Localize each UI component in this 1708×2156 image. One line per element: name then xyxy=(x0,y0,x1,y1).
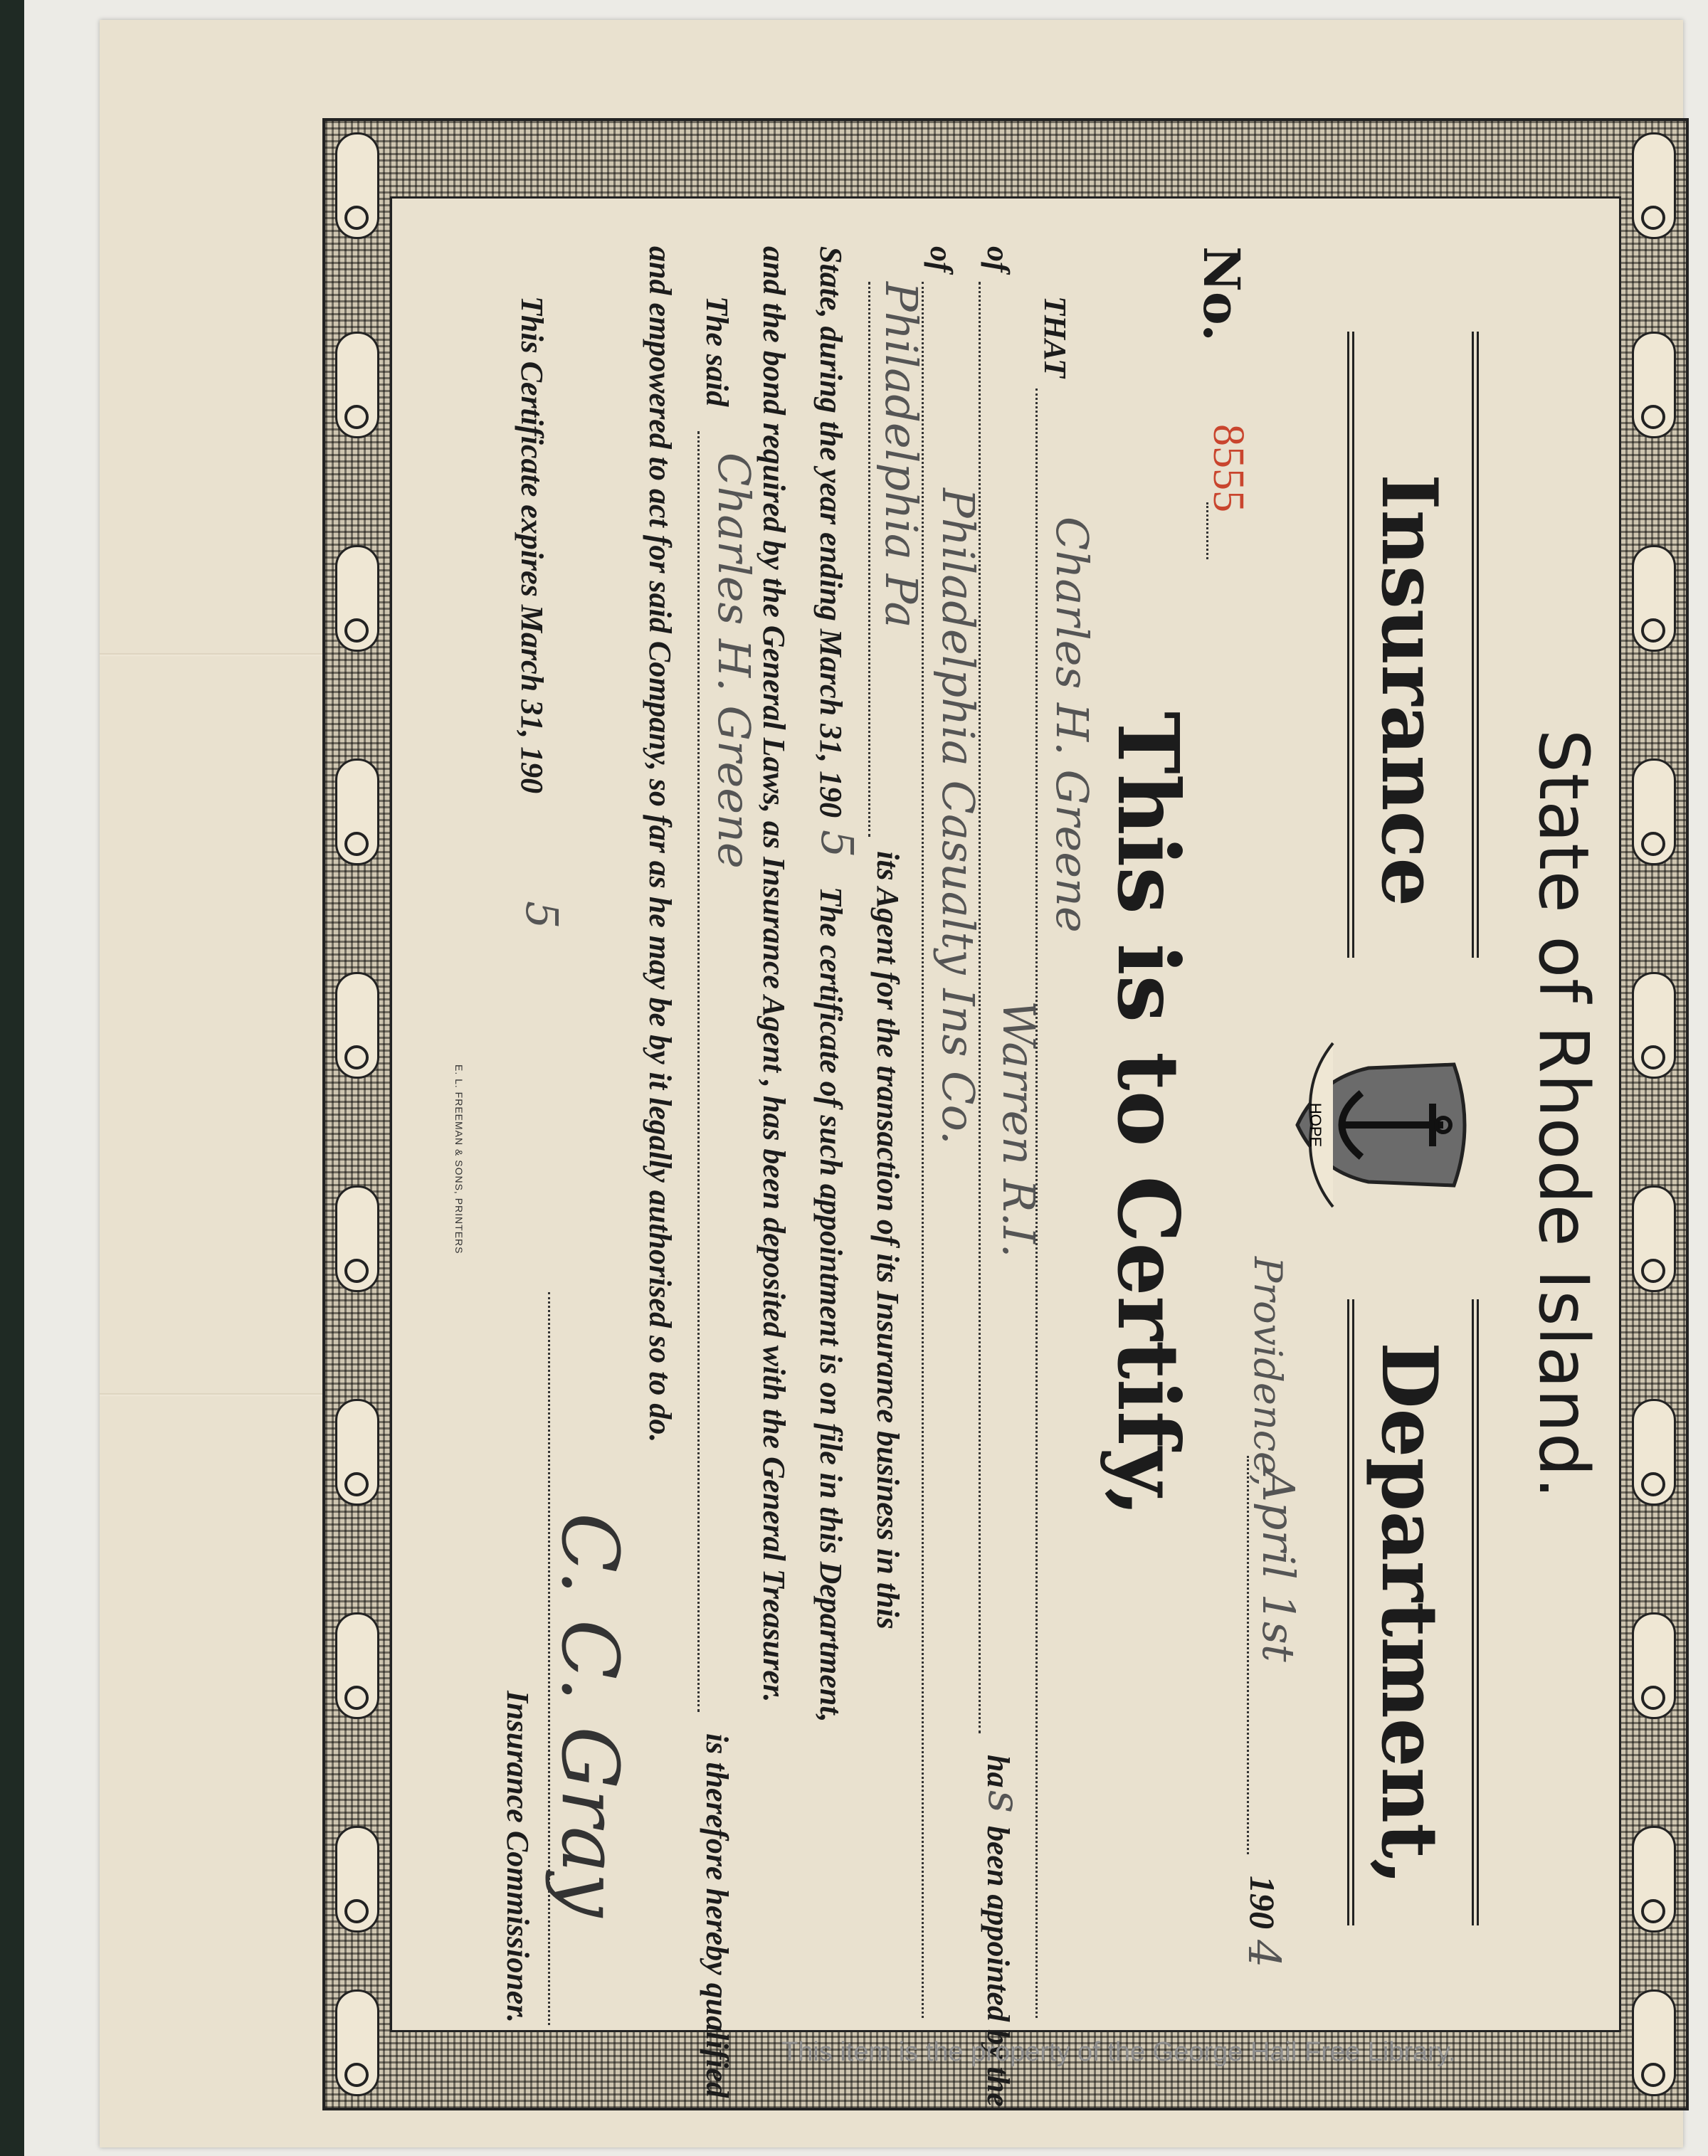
scroll-ornament xyxy=(335,972,379,1079)
dotted-line xyxy=(868,282,870,837)
empowered-text: and empowered to act for said Company, so far as he may be by it legally authorised so to do. xyxy=(643,246,678,1443)
ownership-watermark: This item is the property of the George Hail Free Library. xyxy=(781,2037,1456,2067)
scroll-ornament xyxy=(335,1612,379,1719)
expires-handwritten: 5 xyxy=(516,901,568,929)
that-label: THAT xyxy=(1038,296,1072,378)
expires-text: This Certificate expires March 31, 190 xyxy=(515,296,549,794)
scroll-ornament xyxy=(1632,759,1676,865)
state-title: State of Rhode Island. xyxy=(1524,729,1603,1500)
bond-text: and the bond required by the General Laws, as Insurance Agent , has been deposited with the General Treasurer. xyxy=(757,246,791,1703)
heading-rule xyxy=(1472,332,1479,958)
heading-rule xyxy=(1472,1299,1479,1925)
said-label: The said xyxy=(700,296,734,407)
certificate-number: 8555 xyxy=(1204,424,1253,512)
year-handwritten: 4 xyxy=(1238,1940,1290,1968)
certificate-content xyxy=(322,118,1689,2110)
of-label-2: of xyxy=(924,246,959,273)
department-title: Department, xyxy=(1364,1342,1454,1886)
scroll-ornament xyxy=(1632,972,1676,1079)
has-handwritten: s xyxy=(979,1790,1030,1813)
seal-banner-text: HOPE xyxy=(1307,1102,1324,1148)
scroll-ornament xyxy=(1632,1989,1676,2096)
state-seal-icon xyxy=(1290,1036,1475,1214)
number-label: No. xyxy=(1192,246,1251,342)
certify-heading: This is to Certify, xyxy=(1099,711,1198,1518)
year-end-handwritten: 5 xyxy=(811,830,863,858)
dotted-line xyxy=(1247,1456,1249,1854)
scroll-ornament xyxy=(1632,1612,1676,1719)
year-prefix: 190 xyxy=(1243,1876,1282,1929)
scroll-ornament xyxy=(335,1826,379,1933)
scroll-ornament xyxy=(335,759,379,865)
scroll-ornament xyxy=(1632,545,1676,652)
printer-imprint: E. L. FREEMAN & SONS, PRINTERS xyxy=(453,1064,465,1254)
heading-rule xyxy=(1347,1299,1354,1925)
said-name-handwritten: Charles H. Greene xyxy=(708,453,760,869)
heading-rule xyxy=(1347,332,1354,958)
scroll-ornament xyxy=(335,1989,379,2096)
scroll-ornament xyxy=(335,132,379,239)
scroll-ornament xyxy=(1632,332,1676,438)
scroll-ornament xyxy=(1632,1826,1676,1933)
date-handwritten: April 1st xyxy=(1253,1470,1304,1662)
place-text: Providence, xyxy=(1245,1257,1290,1487)
dotted-line xyxy=(697,431,700,1712)
commissioner-signature: C. C. Gray xyxy=(544,1513,636,1918)
insurance-title: Insurance xyxy=(1364,474,1454,907)
scroll-ornament xyxy=(1632,1185,1676,1292)
dotted-line xyxy=(1206,502,1208,559)
name-handwritten: Charles H. Greene xyxy=(1046,517,1098,933)
table-edge xyxy=(0,0,24,2156)
company-handwritten: Philadelphia Casualty Ins Co. xyxy=(932,488,984,1145)
agent-text: its Agent for the transaction of its Insurance business in this xyxy=(870,851,905,1629)
scroll-ornament xyxy=(335,1399,379,1506)
qualified-text: is therefore hereby qualified xyxy=(700,1733,734,2098)
scroll-ornament xyxy=(335,1185,379,1292)
scroll-ornament xyxy=(1632,1399,1676,1506)
of-label: of xyxy=(981,246,1016,273)
appointed-text: been appointed by the xyxy=(981,1826,1016,2107)
has-label: ha xyxy=(981,1755,1016,1788)
company-city-handwritten: Philadelphia Pa xyxy=(875,282,927,628)
signature-line xyxy=(548,1292,550,2025)
scroll-ornament xyxy=(1632,132,1676,239)
state-year-text: State, during the year ending March 31, 190 xyxy=(813,246,848,818)
city-handwritten: Warren R.I. xyxy=(993,1000,1045,1258)
certificate-on-file-text: The certificate of such appointment is on file in this Department, xyxy=(813,887,848,1723)
scroll-ornament xyxy=(335,332,379,438)
commissioner-title: Insurance Commissioner. xyxy=(500,1691,535,2024)
scroll-ornament xyxy=(335,545,379,652)
